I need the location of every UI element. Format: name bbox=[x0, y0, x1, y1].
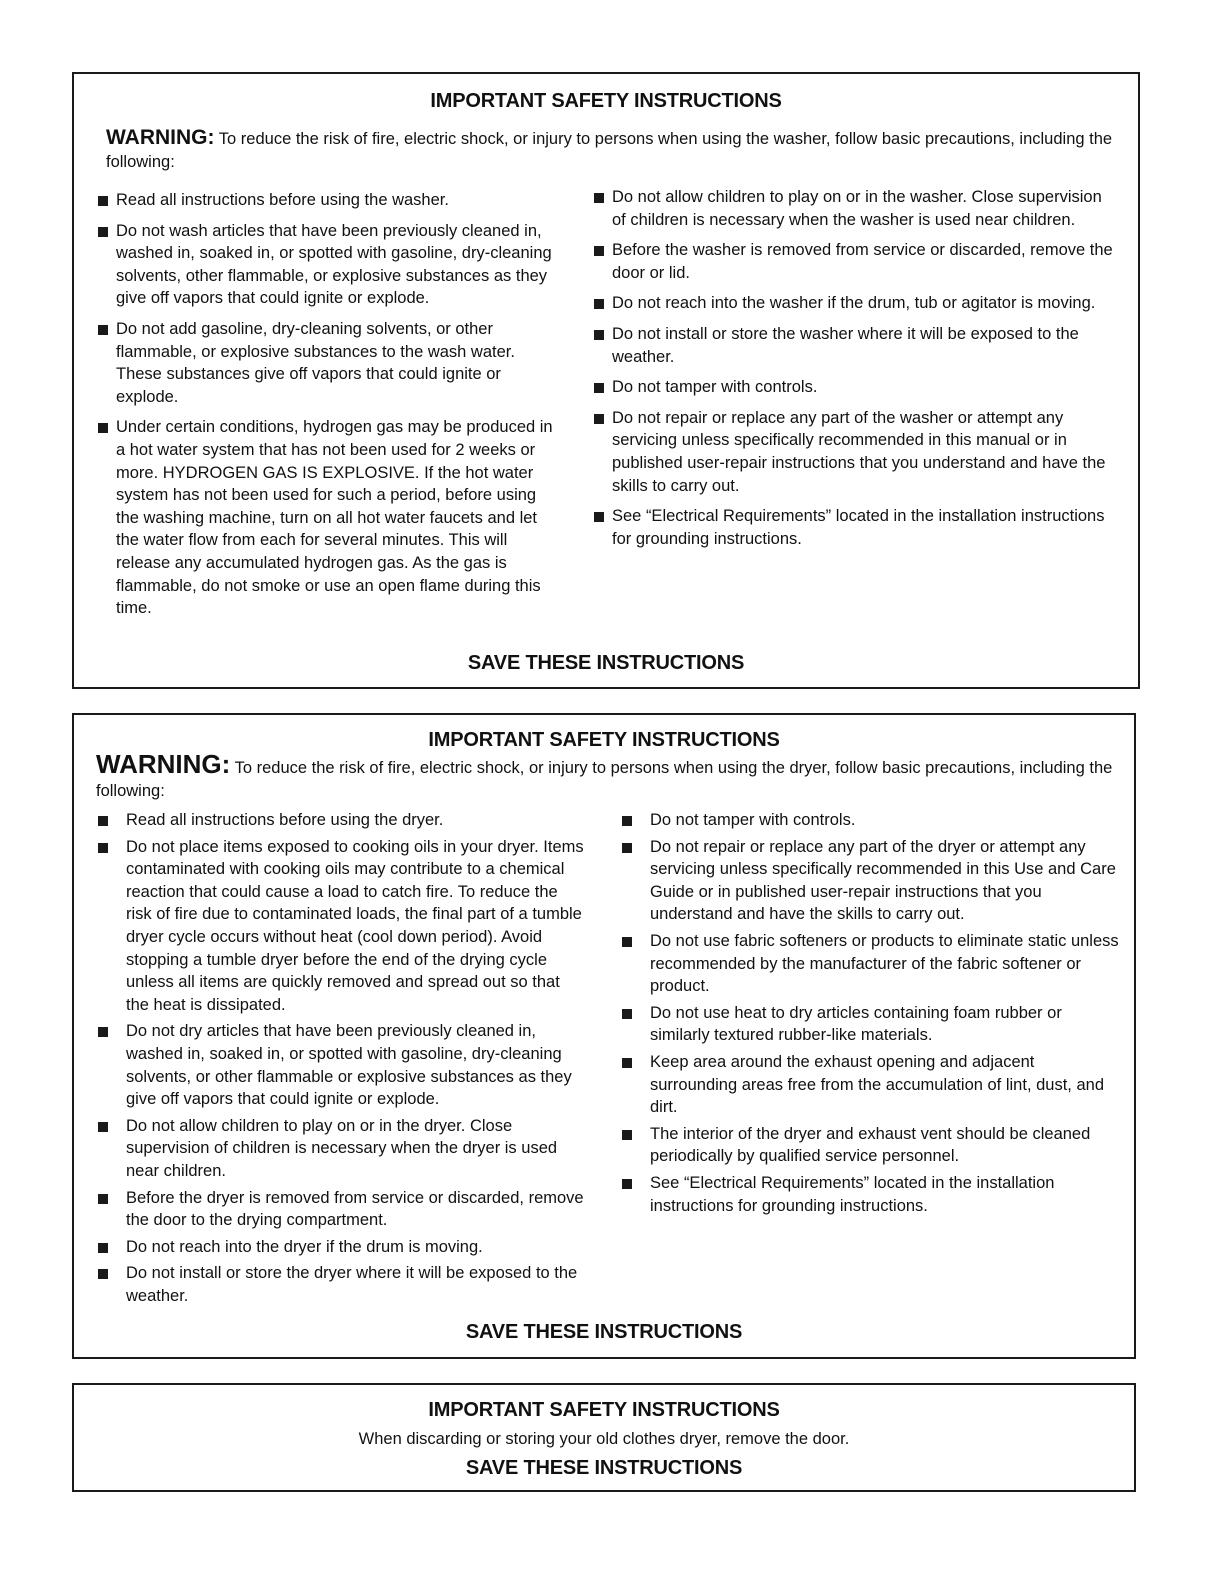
list-item: Under certain conditions, hydrogen gas may be produced in a hot water system that has not been used for 2 weeks or more. HYDROGEN GAS IS EXPLOSIVE. If the hot water system has not been used for such a period, before using the washing machine, turn on all hot water faucets and let the water flow from each for several minutes. This will release any accumulated hydrogen gas. As the gas is flammable, do not smoke or use an open flame during this time. bbox=[98, 416, 558, 619]
list-item: Do not dry articles that have been previously cleaned in, washed in, soaked in, or spotted with gasoline, dry-cleaning solvents, or other flammable or explosive substances as they give off vapors that could ignite or explode. bbox=[98, 1020, 584, 1110]
list-item: Read all instructions before using the washer. bbox=[98, 189, 558, 212]
list-item: Before the dryer is removed from service or discarded, remove the door to the drying compartment. bbox=[98, 1187, 584, 1232]
discard-save-instructions: SAVE THESE INSTRUCTIONS bbox=[465, 1457, 743, 1479]
dryer-warning-text: To reduce the risk of fire, electric shock, or injury to persons when using the dryer, follow basic precautions, including the following: bbox=[96, 759, 1113, 800]
list-item: The interior of the dryer and exhaust vent should be cleaned periodically by qualified service personnel. bbox=[622, 1123, 1122, 1168]
dryer-safety-panel bbox=[72, 713, 1136, 1359]
list-item: Do not use heat to dry articles containing foam rubber or similarly textured rubber-like materials. bbox=[622, 1002, 1122, 1047]
washer-warning-text: To reduce the risk of fire, electric shock, or injury to persons when using the washer, follow basic precautions, including the following: bbox=[106, 130, 1113, 171]
discard-safety-panel bbox=[72, 1383, 1136, 1492]
discard-text: When discarding or storing your old clothes dryer, remove the door. bbox=[358, 1430, 850, 1448]
list-item: Do not tamper with controls. bbox=[622, 809, 1122, 832]
list-item: Before the washer is removed from service or discarded, remove the door or lid. bbox=[594, 239, 1114, 284]
dryer-warning bbox=[96, 749, 1116, 803]
dryer-warning-label: WARNING: bbox=[96, 749, 231, 779]
washer-warning-label: WARNING: bbox=[106, 126, 215, 149]
list-item: Do not reach into the dryer if the drum is moving. bbox=[98, 1236, 584, 1259]
list-item: Do not install or store the washer where it will be exposed to the weather. bbox=[594, 323, 1114, 368]
dryer-left-list bbox=[98, 809, 584, 1311]
washer-right-list bbox=[594, 186, 1114, 558]
list-item: Do not repair or replace any part of the washer or attempt any servicing unless specifically recommended in this manual or in published user-repair instructions that you understand and have the skills to carry out. bbox=[594, 407, 1114, 497]
dryer-save-instructions: SAVE THESE INSTRUCTIONS bbox=[465, 1321, 743, 1343]
list-item: See “Electrical Requirements” located in the installation instructions for grounding instructions. bbox=[594, 505, 1114, 550]
dryer-title: IMPORTANT SAFETY INSTRUCTIONS bbox=[428, 729, 780, 751]
washer-warning bbox=[106, 126, 1116, 174]
washer-save-instructions: SAVE THESE INSTRUCTIONS bbox=[467, 652, 745, 674]
list-item: Do not use fabric softeners or products to eliminate static unless recommended by the manufacturer of the fabric softener or product. bbox=[622, 930, 1122, 998]
list-item: Do not allow children to play on or in the washer. Close supervision of children is necessary when the washer is used near children. bbox=[594, 186, 1114, 231]
washer-safety-panel bbox=[72, 72, 1140, 689]
list-item: See “Electrical Requirements” located in the installation instructions for grounding instructions. bbox=[622, 1172, 1122, 1217]
list-item: Do not wash articles that have been previously cleaned in, washed in, soaked in, or spotted with gasoline, dry-cleaning solvents, other flammable, or explosive substances as they give off vapors that could ignite or explode. bbox=[98, 220, 558, 310]
list-item: Keep area around the exhaust opening and adjacent surrounding areas free from the accumulation of lint, dust, and dirt. bbox=[622, 1051, 1122, 1119]
dryer-right-list bbox=[622, 809, 1122, 1221]
list-item: Do not add gasoline, dry-cleaning solvents, or other flammable, or explosive substances to the wash water. These substances give off vapors that could ignite or explode. bbox=[98, 318, 558, 408]
list-item: Do not tamper with controls. bbox=[594, 376, 1114, 399]
washer-title: IMPORTANT SAFETY INSTRUCTIONS bbox=[430, 90, 782, 112]
list-item: Read all instructions before using the dryer. bbox=[98, 809, 584, 832]
list-item: Do not reach into the washer if the drum, tub or agitator is moving. bbox=[594, 292, 1114, 315]
list-item: Do not install or store the dryer where it will be exposed to the weather. bbox=[98, 1262, 584, 1307]
washer-left-list bbox=[98, 189, 558, 628]
discard-title: IMPORTANT SAFETY INSTRUCTIONS bbox=[428, 1399, 780, 1421]
list-item: Do not place items exposed to cooking oils in your dryer. Items contaminated with cooking oils may contribute to a chemical reaction that could cause a load to catch fire. To reduce the risk of fire due to contaminated loads, the final part of a tumble dryer cycle occurs without heat (cool down period). Avoid stopping a tumble dryer before the end of the drying cycle unless all items are quickly removed and spread out so that the heat is dissipated. bbox=[98, 836, 584, 1017]
list-item: Do not repair or replace any part of the dryer or attempt any servicing unless specifically recommended in this Use and Care Guide or in published user-repair instructions that you understand and have the skills to carry out. bbox=[622, 836, 1122, 926]
list-item: Do not allow children to play on or in the dryer. Close supervision of children is necessary when the dryer is used near children. bbox=[98, 1115, 584, 1183]
